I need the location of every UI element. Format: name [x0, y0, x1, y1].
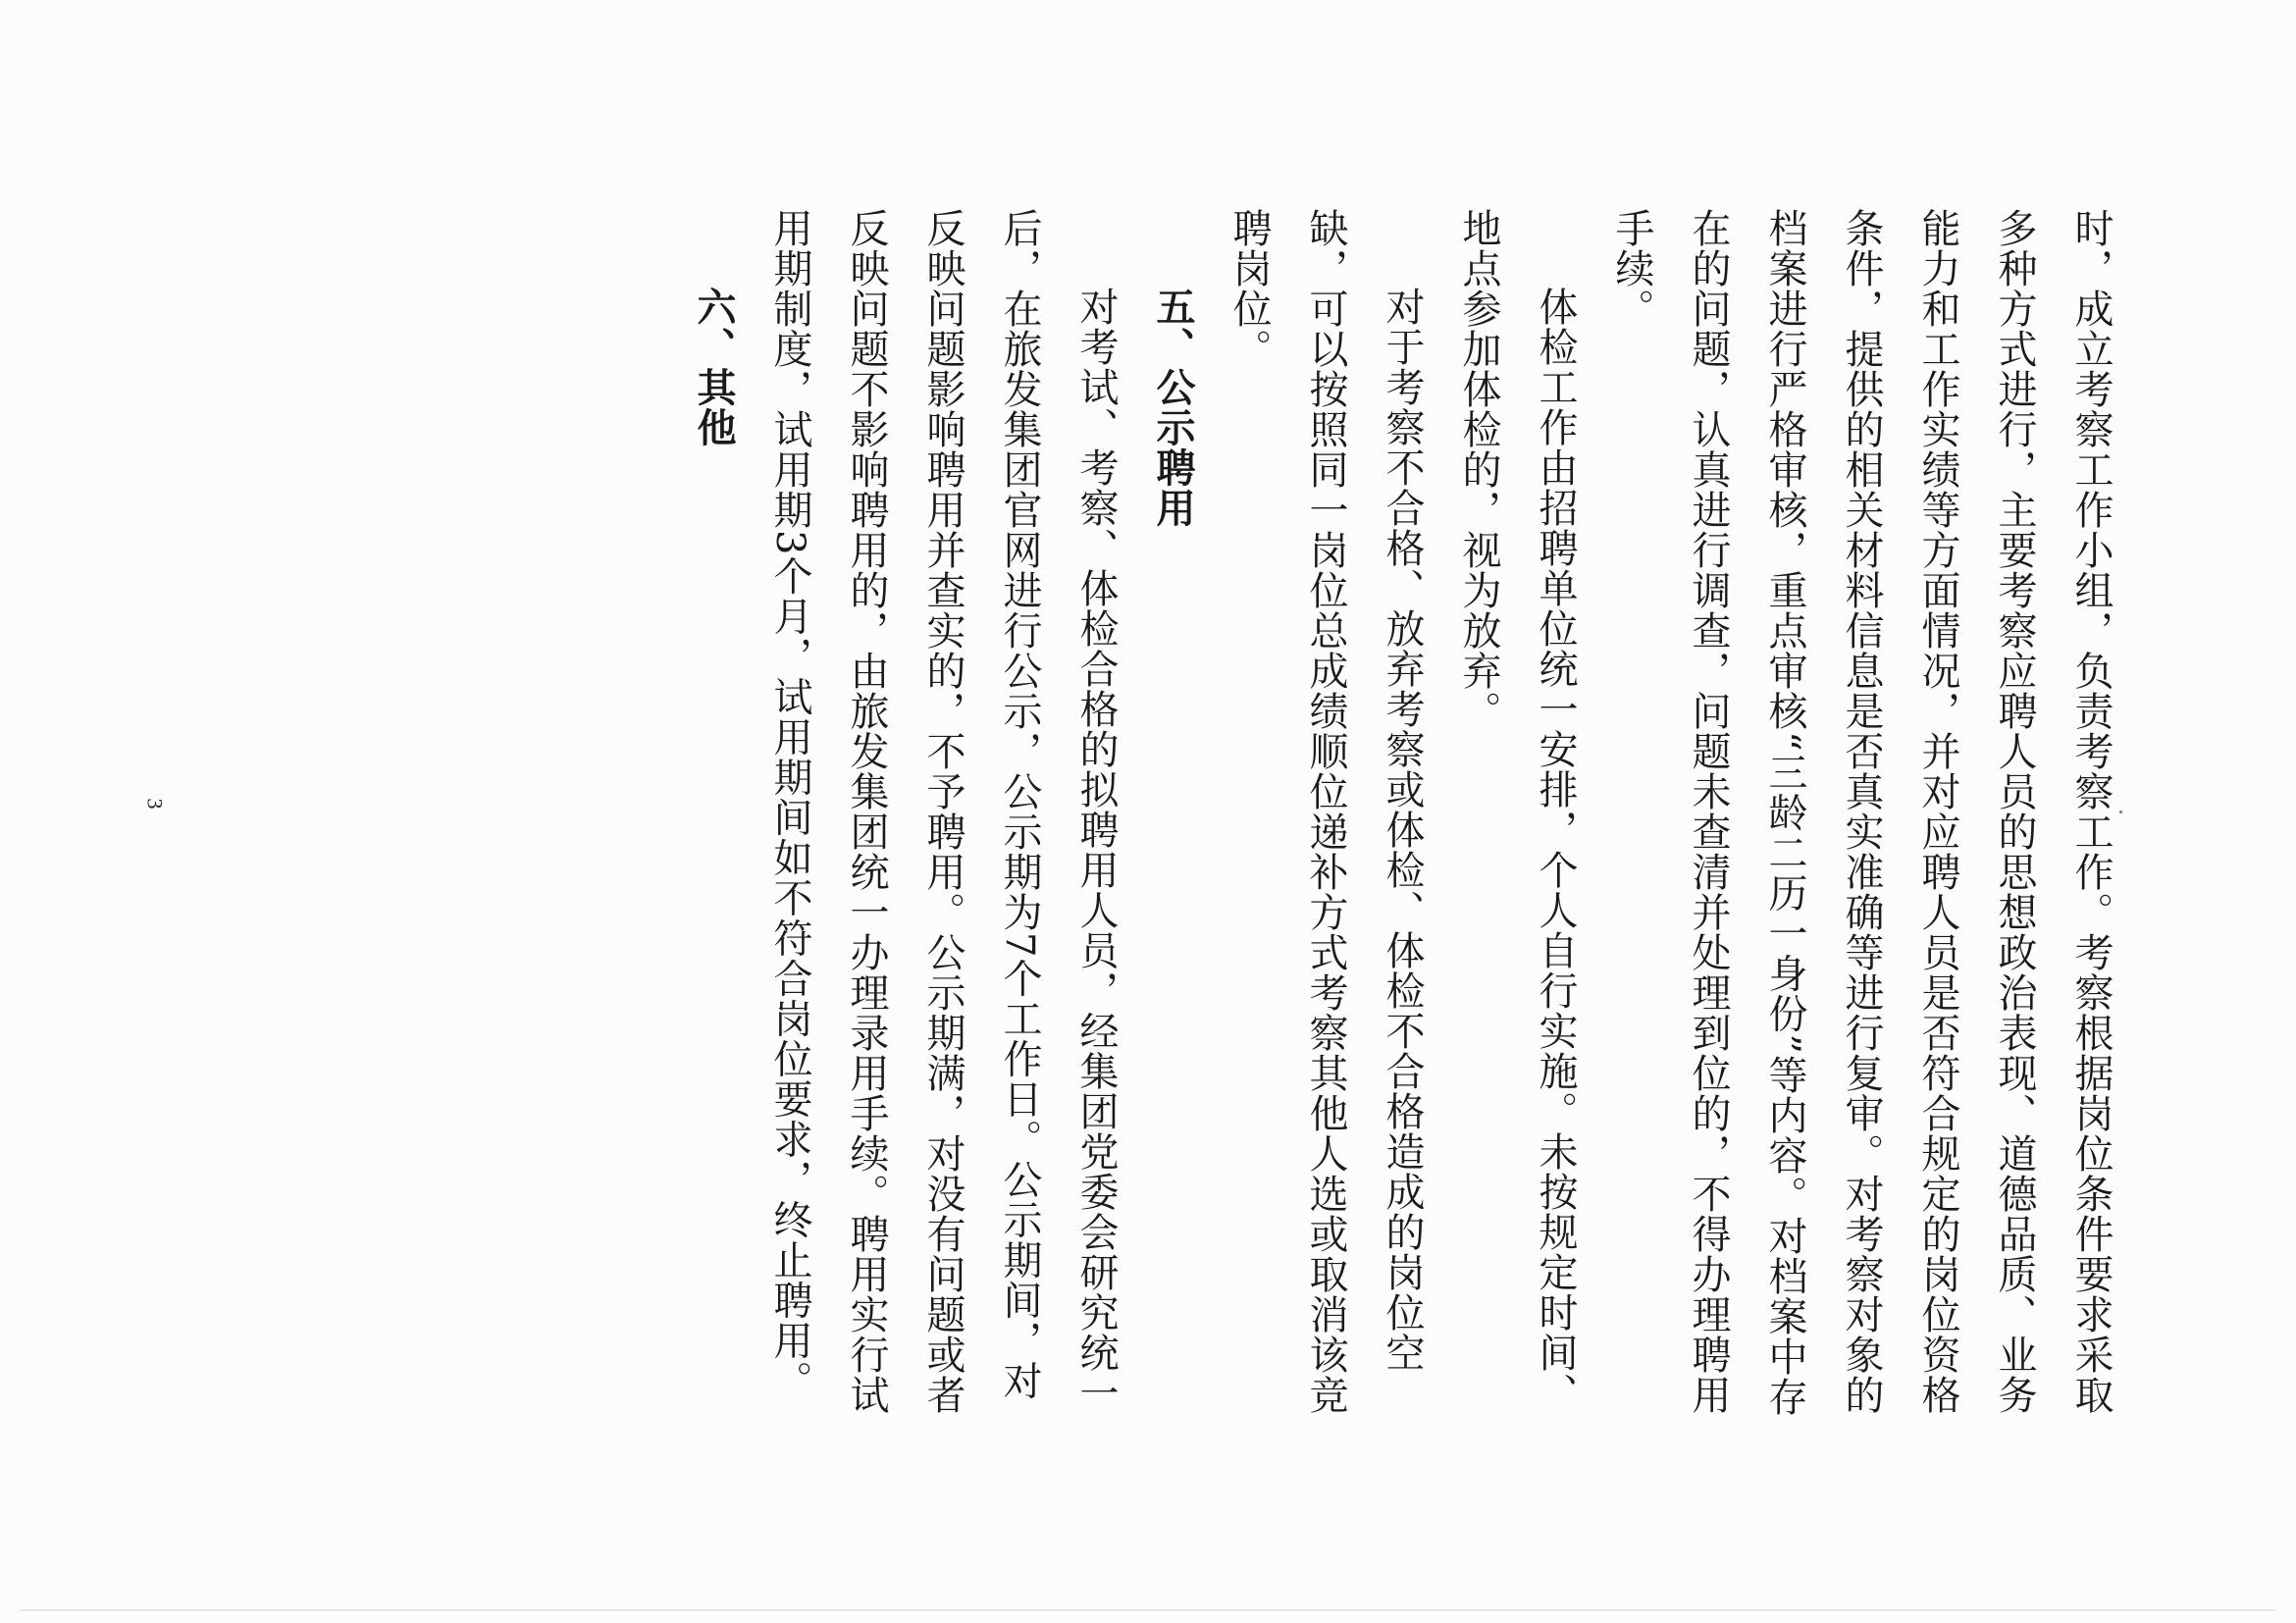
- scan-speck: [2119, 811, 2122, 813]
- document-body: [675, 208, 2129, 1435]
- page-number: 3: [142, 798, 168, 810]
- section-heading-other: 六、其他: [691, 287, 736, 447]
- paragraph-announcement: 对考试、考察、体检合格的拟聘用人员，经集团党委会研究统一后，在旅发集团官网进行公示，公示期为7个工作日。公示期间，对反映问题影响聘用并查实的，不予聘用。公示期满，对没有问题或者反映问题不影响聘用的，由旅发集团统一办理录用手续。聘用实行试用期制度，试用期3个月，试用期间如不符合岗位要求，终止聘用。: [767, 208, 1119, 1415]
- section-heading-announcement: 五、公示聘用: [1150, 287, 1195, 528]
- scan-edge-line: [20, 1609, 2276, 1611]
- paragraph-vacancy: 对于考察不合格、放弃考察或体检、体检不合格造成的岗位空缺，可以按照同一岗位总成绩顺位递补方式考察其他人选或取消该竞聘岗位。: [1226, 208, 1425, 1415]
- paragraph-medical-exam: 体检工作由招聘单位统一安排，个人自行实施。未按规定时间、地点参加体检的，视为放弃。: [1456, 208, 1578, 1413]
- paragraph-review: 时，成立考察工作小组，负责考察工作。考察根据岗位条件要求采取多种方式进行，主要考察应聘人员的思想政治表现、道德品质、业务能力和工作实绩等方面情况，并对应聘人员是否符合规定的岗位资格条件，提供的相关材料信息是否真实准确等进行复审。对考察对象的档案进行严格审核，重点审核“三龄二历一身份”等内容。对档案中存在的问题，认真进行调查，问题未查清并处理到位的，不得办理聘用手续。: [1609, 208, 2113, 1417]
